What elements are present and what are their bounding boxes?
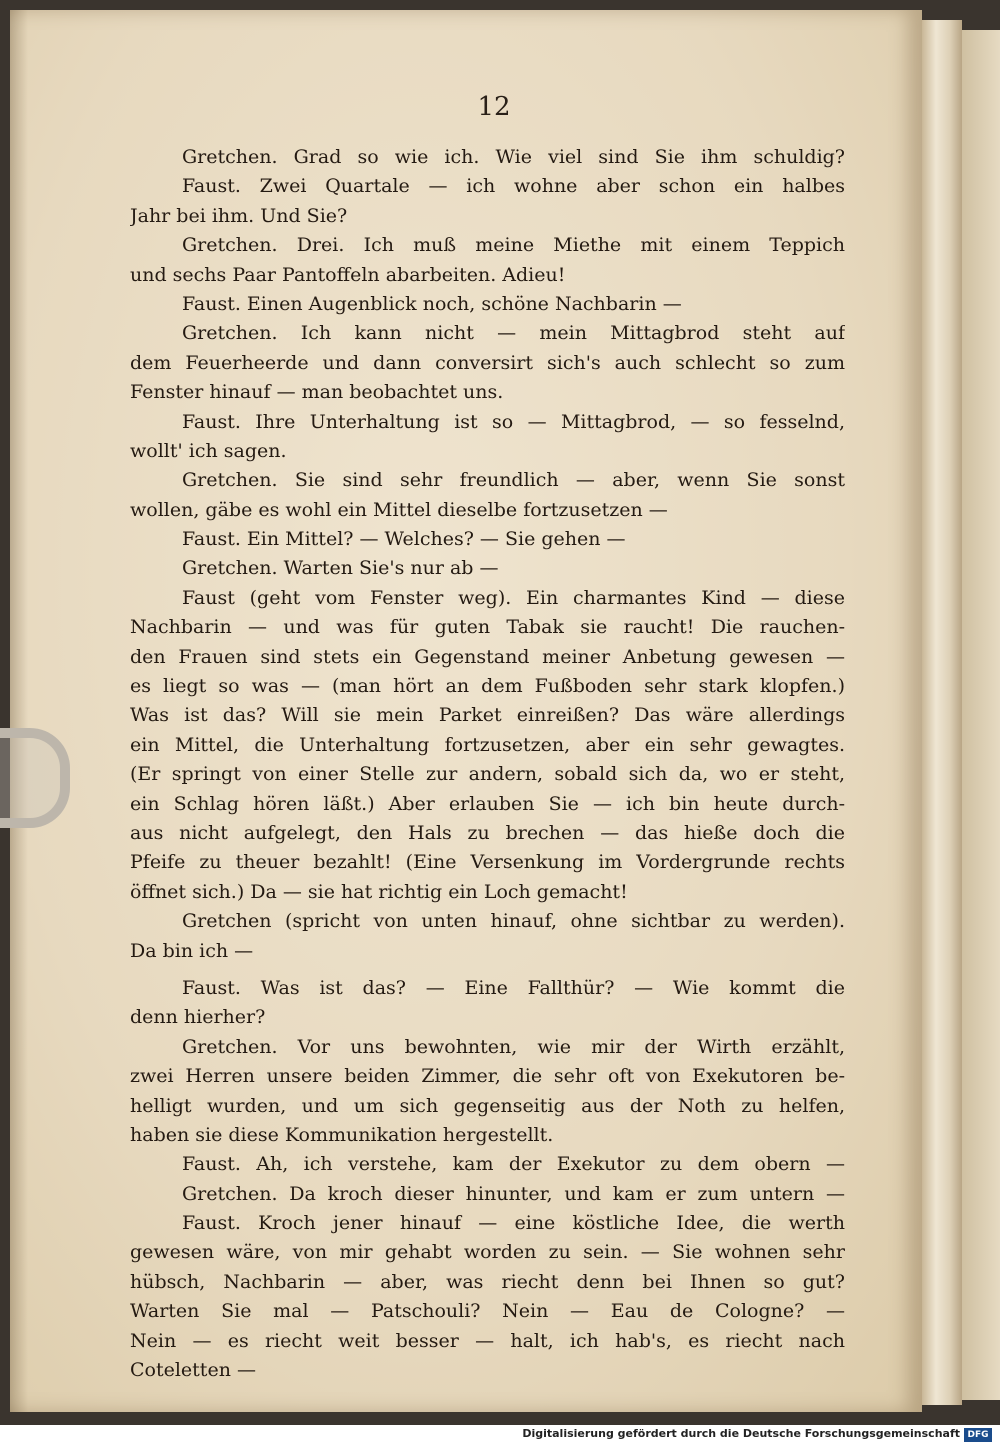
text-line: Faust. Kroch jener hinauf — eine köstliche Idee, die werth (182, 1212, 845, 1235)
footer-bar (0, 1425, 1000, 1445)
page-gutter-shadow (10, 10, 28, 1412)
text-line: Was ist das? Will sie mein Parket einreißen? Das wäre allerdings (130, 704, 845, 727)
text-line: ein Mittel, die Unterhaltung fortzusetzen, aber ein sehr gewagtes. (130, 733, 845, 756)
text-line: den Frauen sind stets ein Gegenstand meiner Anbetung gewesen — (130, 645, 845, 668)
text-line: Pfeife zu theuer bezahlt! (Eine Versenkung im Vordergrunde rechts (130, 851, 845, 874)
dfg-logo: DFG (964, 1428, 992, 1442)
text-line: Gretchen. Da kroch dieser hinunter, und kam er zum untern — (182, 1182, 845, 1205)
text-line: Fenster hinauf — man beobachtet uns. (130, 381, 504, 404)
page-edge (922, 20, 962, 1405)
text-line: gewesen wäre, von mir gehabt worden zu sein. — Sie wohnen sehr (130, 1241, 845, 1264)
page-number: 12 (477, 92, 511, 122)
text-line: Faust. Einen Augenblick noch, schöne Nachbarin — (182, 292, 682, 315)
text-line: Faust. Ein Mittel? — Welches? — Sie gehen — (182, 528, 626, 551)
text-line: Jahr bei ihm. Und Sie? (130, 204, 348, 227)
text-line: (Er springt von einer Stelle zur andern, sobald sich da, wo er steht, (130, 763, 845, 786)
text-line: Gretchen (spricht von unten hinauf, ohne sichtbar zu werden). (182, 910, 845, 933)
page-clip (0, 728, 70, 828)
footer-credit: Digitalisierung gefördert durch die Deutsche Forschungsgemeinschaft (522, 1427, 960, 1440)
text-line: helligt wurden, und um sich gegenseitig aus der Noth zu helfen, (130, 1094, 845, 1117)
text-line: Da bin ich — (130, 939, 254, 962)
text-line: wollt' ich sagen. (130, 439, 287, 462)
text-line: haben sie diese Kommunikation hergestellt. (130, 1123, 554, 1146)
text-line: Gretchen. Ich kann nicht — mein Mittagbrod steht auf (182, 322, 845, 345)
text-line: Faust. Ihre Unterhaltung ist so — Mittagbrod, — so fesselnd, (182, 410, 845, 433)
text-line: Gretchen. Drei. Ich muß meine Miethe mit einem Teppich (182, 234, 845, 257)
text-line: Gretchen. Grad so wie ich. Wie viel sind Sie ihm schuldig? (182, 146, 845, 168)
text-line: Coteletten — (130, 1359, 256, 1382)
text-line: ein Schlag hören läßt.) Aber erlauben Sie — ich bin heute durch- (130, 792, 845, 815)
text-line: öffnet sich.) Da — sie hat richtig ein Loch gemacht! (130, 880, 628, 903)
text-line: Faust (geht vom Fenster weg). Ein charmantes Kind — diese (182, 586, 845, 609)
text-line: Warten Sie mal — Patschouli? Nein — Eau de Cologne? — (130, 1300, 845, 1323)
text-line: dem Feuerheerde und dann conversirt sich's auch schlecht so zum (130, 351, 845, 374)
text-line: aus nicht aufgelegt, den Hals zu brechen — das hieße doch die (130, 821, 845, 844)
text-line: Gretchen. Warten Sie's nur ab — (182, 557, 499, 580)
adjacent-page (962, 30, 1000, 1400)
text-line: Faust. Ah, ich verstehe, kam der Exekutor zu dem obern — (182, 1153, 845, 1176)
text-line: Nein — es riecht weit besser — halt, ich hab's, es riecht nach (130, 1329, 845, 1352)
text-line: wollen, gäbe es wohl ein Mittel dieselbe fortzusetzen — (130, 498, 668, 521)
text-line: hübsch, Nachbarin — aber, was riecht denn bei Ihnen so gut? (130, 1270, 845, 1293)
body-text (130, 143, 845, 1385)
text-line: es liegt so was — (man hört an dem Fußboden sehr stark klopfen.) (130, 675, 845, 698)
text-line: und sechs Paar Pantoffeln abarbeiten. Adieu! (130, 263, 566, 286)
text-line: denn hierher? (130, 1006, 266, 1029)
text-line: Faust. Zwei Quartale — ich wohne aber schon ein halbes (182, 175, 845, 198)
text-line: Gretchen. Sie sind sehr freundlich — aber, wenn Sie sonst (182, 469, 845, 492)
text-line: Faust. Was ist das? — Eine Fallthür? — Wie kommt die (182, 976, 845, 999)
text-line: Nachbarin — und was für guten Tabak sie raucht! Die rauchen- (130, 616, 845, 639)
text-line: Gretchen. Vor uns bewohnten, wie mir der Wirth erzählt, (182, 1035, 845, 1058)
text-line: zwei Herren unsere beiden Zimmer, die sehr oft von Exekutoren be- (130, 1065, 845, 1088)
